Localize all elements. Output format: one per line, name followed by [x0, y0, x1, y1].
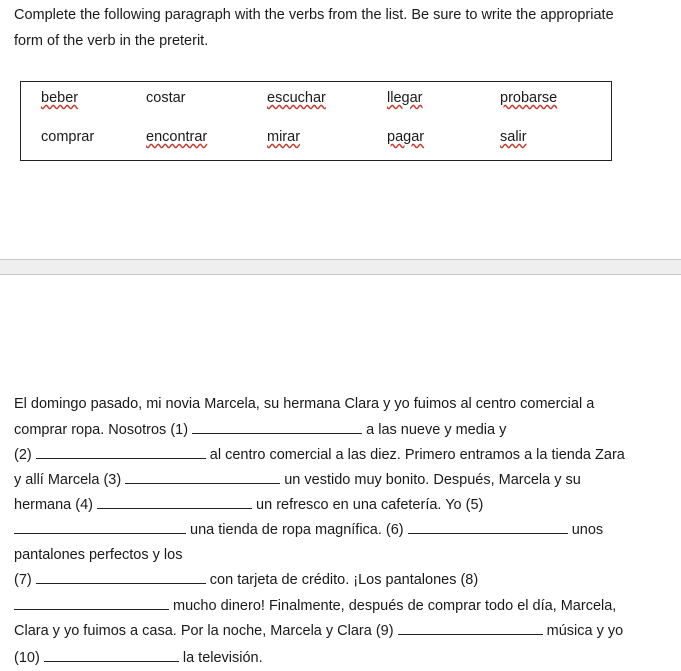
paragraph-line: y allí Marcela (3) un vestido muy bonito. Después, Marcela y su — [14, 472, 581, 488]
verb-item: llegar — [387, 90, 423, 106]
paragraph-line: El domingo pasado, mi novia Marcela, su hermana Clara y yo fuimos al centro comercial a — [14, 396, 595, 412]
paragraph-line: hermana (4) un refresco en una cafetería. Yo (5) — [14, 497, 484, 513]
verb-item: pagar — [387, 129, 425, 145]
verb-item: mirar — [267, 129, 301, 145]
instructions-line-2: form of the verb in the preterit. — [14, 33, 209, 49]
paragraph-line: Clara y yo fuimos a casa. Por la noche, Marcela y Clara (9) música y yo — [14, 623, 624, 639]
verb-item: escuchar — [267, 90, 326, 106]
page-break-separator — [0, 259, 681, 275]
answer-blank-1[interactable] — [192, 421, 362, 434]
verb-item: salir — [500, 129, 527, 145]
answer-blank-3[interactable] — [125, 471, 280, 484]
answer-blank-5[interactable] — [14, 521, 186, 534]
verb-item: comprar — [41, 129, 95, 145]
answer-blank-8[interactable] — [14, 597, 169, 610]
answer-blank-6[interactable] — [408, 521, 568, 534]
paragraph-line: (7) con tarjeta de crédito. ¡Los pantalones (8) — [14, 572, 479, 588]
paragraph-line: mucho dinero! Finalmente, después de comprar todo el día, Marcela, — [14, 597, 616, 615]
answer-blank-9[interactable] — [398, 622, 543, 635]
answer-blank-10[interactable] — [44, 649, 179, 662]
verb-list-box — [20, 81, 612, 161]
instructions-line-1: Complete the following paragraph with the verbs from the list. Be sure to write the appropriate — [14, 7, 614, 23]
answer-blank-7[interactable] — [36, 571, 206, 584]
paragraph-line: comprar ropa. Nosotros (1) a las nueve y media y — [14, 422, 507, 438]
verb-item: beber — [41, 90, 79, 106]
paragraph-line: (2) al centro comercial a las diez. Primero entramos a la tienda Zara — [14, 447, 625, 463]
paragraph-line: pantalones perfectos y los — [14, 547, 183, 563]
paragraph-line: una tienda de ropa magnífica. (6) unos — [14, 521, 603, 539]
verb-item: costar — [146, 90, 186, 106]
verb-item: probarse — [500, 90, 558, 106]
answer-blank-2[interactable] — [36, 446, 206, 459]
paragraph-line: (10) la televisión. — [14, 650, 263, 666]
verb-item: encontrar — [146, 129, 208, 145]
answer-blank-4[interactable] — [97, 496, 252, 509]
